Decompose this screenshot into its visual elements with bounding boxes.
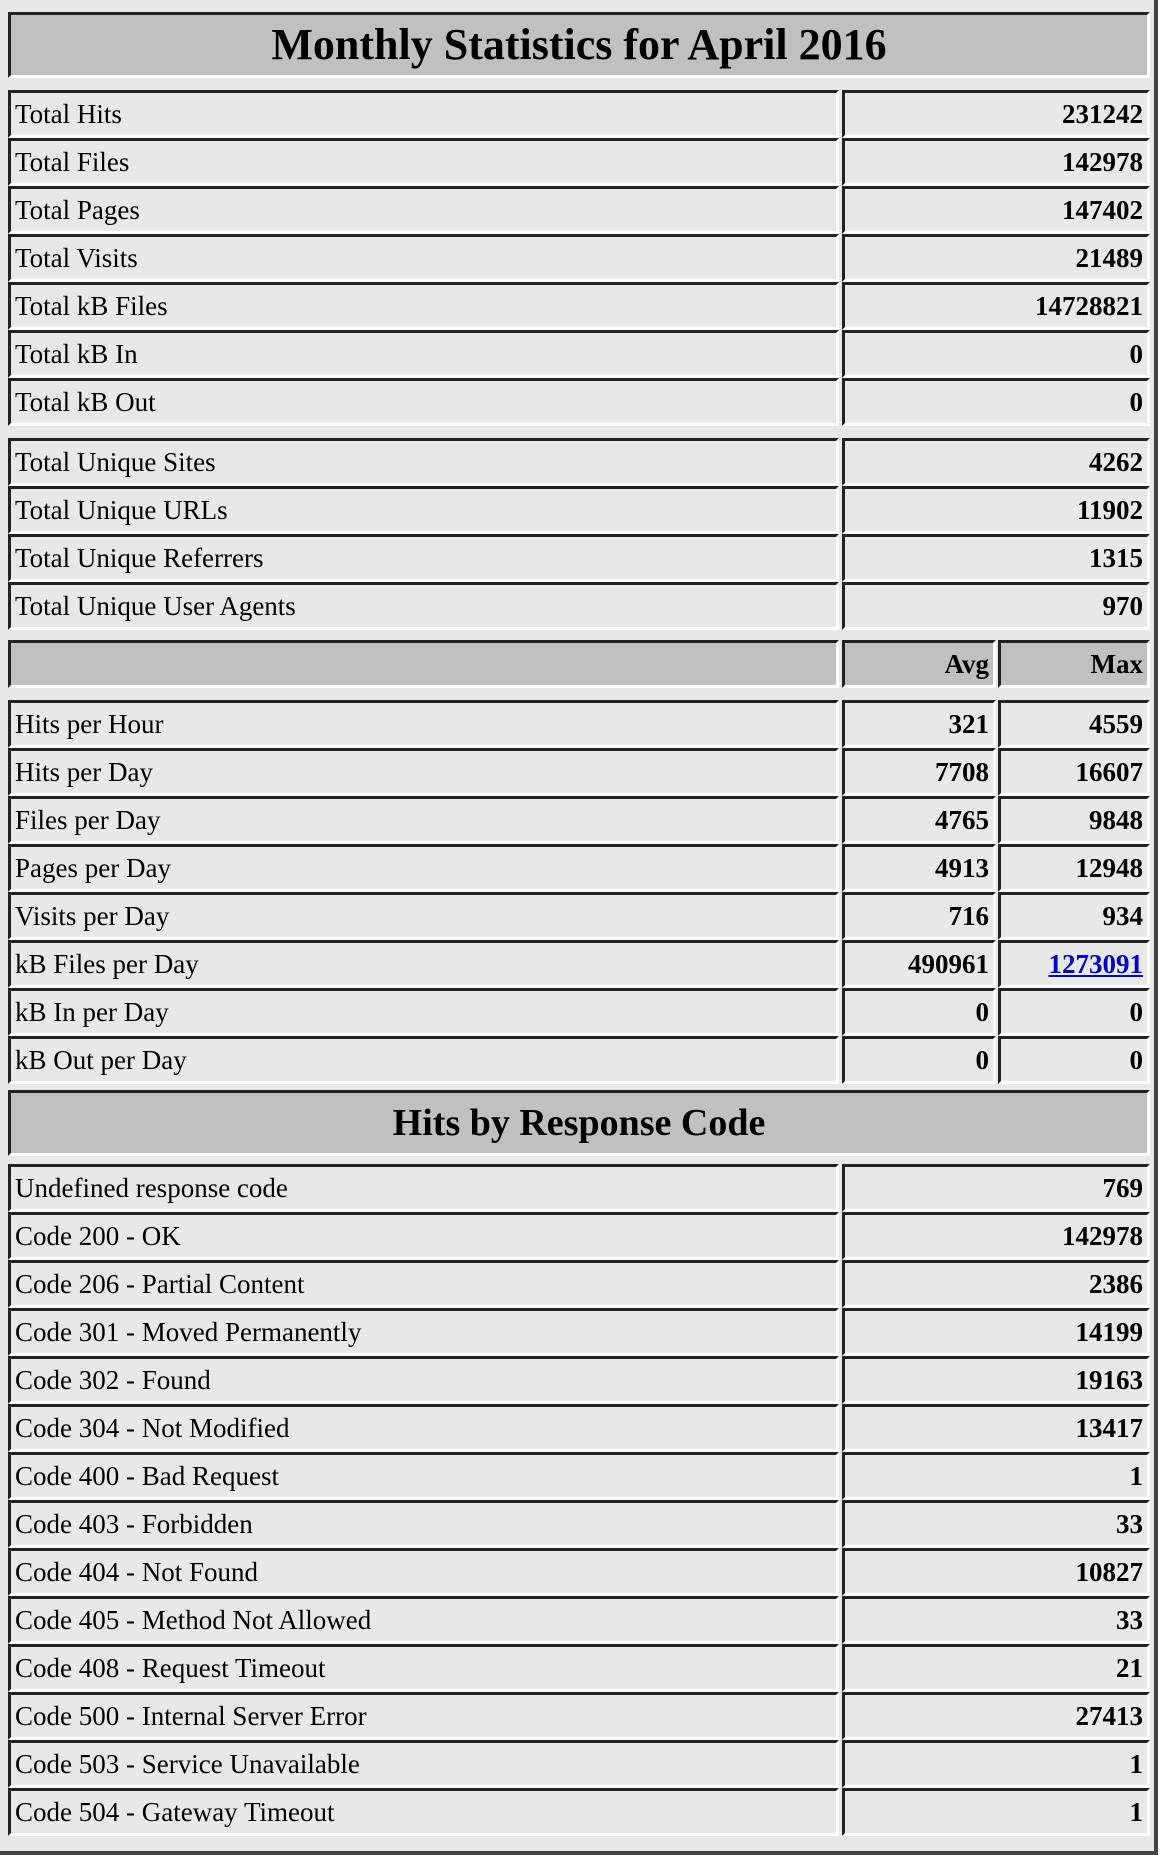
section-title: Hits by Response Code: [8, 1090, 1150, 1156]
max-header: Max: [998, 640, 1150, 688]
row-value: 10827: [842, 1548, 1150, 1596]
max-value: 0: [998, 988, 1150, 1036]
row-label: Hits per Hour: [8, 700, 839, 748]
row-value: 147402: [842, 186, 1150, 234]
row-label: Undefined response code: [8, 1164, 839, 1212]
row-label: Total kB Files: [8, 282, 839, 330]
avg-header: Avg: [842, 640, 996, 688]
row-label: kB Files per Day: [8, 940, 839, 988]
row-label: Code 408 - Request Timeout: [8, 1644, 839, 1692]
row-label: Total kB Out: [8, 378, 839, 426]
row-value: 0: [842, 330, 1150, 378]
avg-value: 716: [842, 892, 996, 940]
row-label: Total Unique URLs: [8, 486, 839, 534]
row-label: Total Unique User Agents: [8, 582, 839, 630]
row-value: 33: [842, 1500, 1150, 1548]
row-value: 11902: [842, 486, 1150, 534]
row-label: Total Hits: [8, 90, 839, 138]
row-label: Code 301 - Moved Permanently: [8, 1308, 839, 1356]
row-label: kB Out per Day: [8, 1036, 839, 1084]
max-value: 16607: [998, 748, 1150, 796]
max-value: 4559: [998, 700, 1150, 748]
row-label: Code 500 - Internal Server Error: [8, 1692, 839, 1740]
avg-value: 4913: [842, 844, 996, 892]
row-value: 142978: [842, 138, 1150, 186]
row-label: Hits per Day: [8, 748, 839, 796]
avg-value: 7708: [842, 748, 996, 796]
row-label: Code 405 - Method Not Allowed: [8, 1596, 839, 1644]
row-value: 27413: [842, 1692, 1150, 1740]
page-title: Monthly Statistics for April 2016: [8, 12, 1150, 78]
avg-value: 321: [842, 700, 996, 748]
row-value: 13417: [842, 1404, 1150, 1452]
row-label: Code 400 - Bad Request: [8, 1452, 839, 1500]
row-label: Code 200 - OK: [8, 1212, 839, 1260]
row-value: 970: [842, 582, 1150, 630]
row-label: Total Pages: [8, 186, 839, 234]
max-value-cell: [998, 940, 1150, 988]
row-label: Pages per Day: [8, 844, 839, 892]
row-label: Total Files: [8, 138, 839, 186]
max-value: 934: [998, 892, 1150, 940]
row-value: 4262: [842, 438, 1150, 486]
row-value: 21489: [842, 234, 1150, 282]
row-value: 1: [842, 1452, 1150, 1500]
row-label: Total Unique Referrers: [8, 534, 839, 582]
row-label: Total kB In: [8, 330, 839, 378]
row-label: Code 304 - Not Modified: [8, 1404, 839, 1452]
max-value: 12948: [998, 844, 1150, 892]
row-value: 0: [842, 378, 1150, 426]
row-label: kB In per Day: [8, 988, 839, 1036]
avg-value: 0: [842, 1036, 996, 1084]
row-label: Total Unique Sites: [8, 438, 839, 486]
row-label: Code 403 - Forbidden: [8, 1500, 839, 1548]
row-value: 231242: [842, 90, 1150, 138]
row-label: Code 302 - Found: [8, 1356, 839, 1404]
row-label: Files per Day: [8, 796, 839, 844]
row-label: Visits per Day: [8, 892, 839, 940]
row-value: 21: [842, 1644, 1150, 1692]
max-kb-files-day-link[interactable]: 1273091: [1048, 949, 1143, 979]
avg-value: 0: [842, 988, 996, 1036]
avg-value: 4765: [842, 796, 996, 844]
row-value: 1315: [842, 534, 1150, 582]
avg-value: 490961: [842, 940, 996, 988]
row-label: Code 206 - Partial Content: [8, 1260, 839, 1308]
row-label: Code 404 - Not Found: [8, 1548, 839, 1596]
row-value: 1: [842, 1740, 1150, 1788]
row-value: 1: [842, 1788, 1150, 1836]
row-value: 142978: [842, 1212, 1150, 1260]
max-value: 9848: [998, 796, 1150, 844]
header-blank: [8, 640, 839, 688]
row-value: 14199: [842, 1308, 1150, 1356]
row-value: 2386: [842, 1260, 1150, 1308]
row-value: 33: [842, 1596, 1150, 1644]
row-label: Total Visits: [8, 234, 839, 282]
row-value: 14728821: [842, 282, 1150, 330]
row-value: 769: [842, 1164, 1150, 1212]
row-label: Code 504 - Gateway Timeout: [8, 1788, 839, 1836]
max-value: 0: [998, 1036, 1150, 1084]
row-label: Code 503 - Service Unavailable: [8, 1740, 839, 1788]
row-value: 19163: [842, 1356, 1150, 1404]
